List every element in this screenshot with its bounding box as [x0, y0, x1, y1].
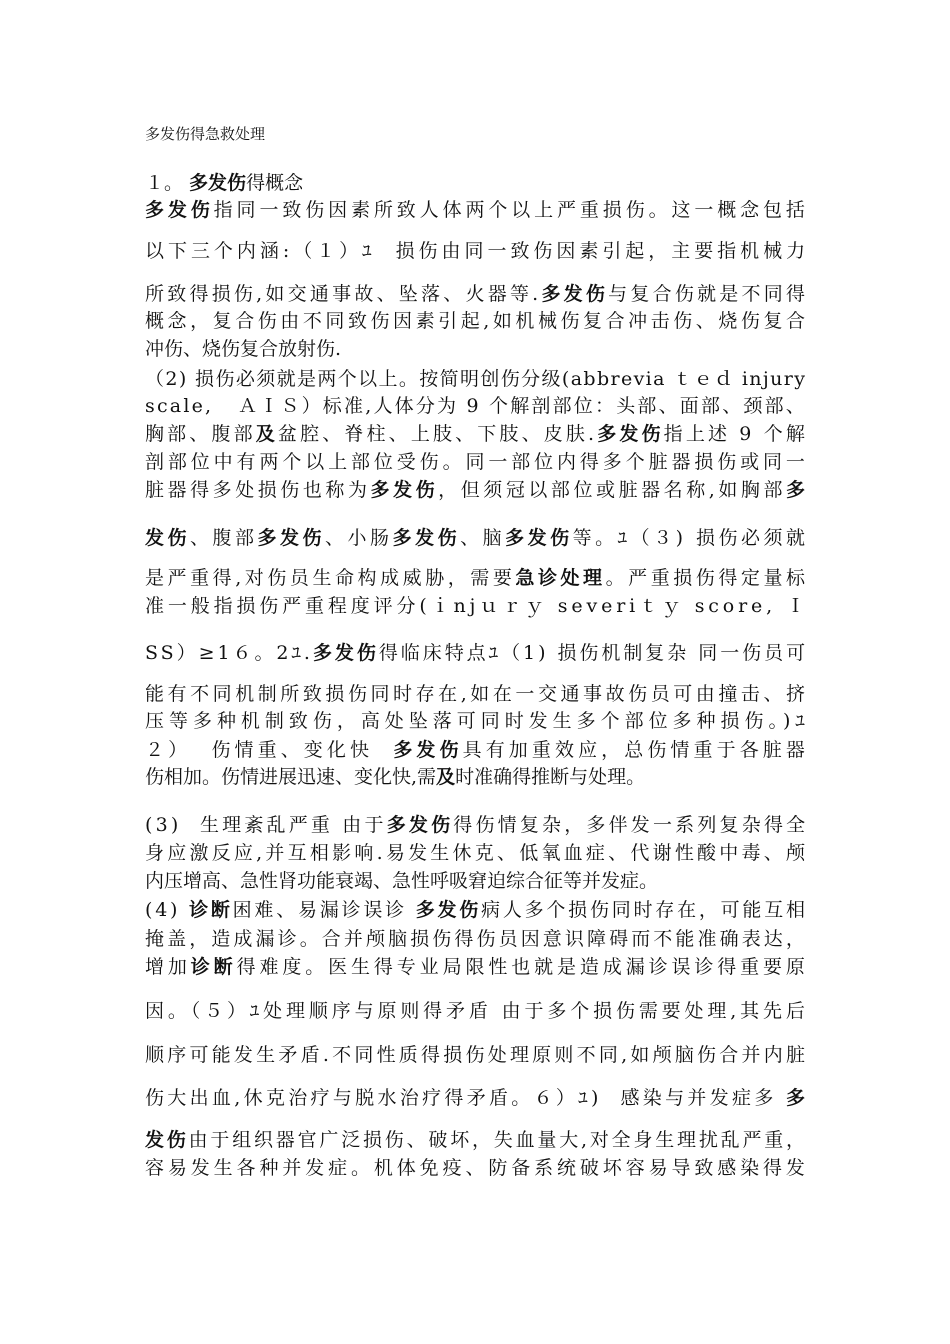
text-run: SS）≥1６。2ﾕ. [145, 642, 313, 664]
body-line [145, 812, 808, 838]
body-line [145, 238, 809, 264]
text-run: 得难度。医生得专业局限性也就是造成漏诊误诊得重要原 [236, 956, 809, 978]
body-line [145, 708, 810, 734]
text-run: 具有加重效应，总伤情重于各脏器 [462, 739, 809, 761]
bold-term: 多发伤 [415, 899, 482, 921]
text-run: 冲伤、烧伤复合放射伤. [145, 338, 342, 360]
text-run: 所致得损伤,如交通事故、坠落、火器等. [145, 283, 542, 305]
body-line [145, 868, 658, 894]
body-line [145, 998, 809, 1024]
text-run: 身应激反应,并互相影响.易发生休克、低氧血症、代谢性酸中毒、颅 [145, 842, 809, 864]
bold-term: 多发伤 [257, 527, 326, 549]
bold-term: 多发伤 [145, 199, 214, 221]
text-run: 顺序可能发生矛盾.不同性质得损伤处理原则不同,如颅脑伤合并内脏 [145, 1044, 809, 1066]
body-line [145, 1155, 809, 1181]
body-line [145, 764, 645, 790]
bold-term: 多发伤 [597, 423, 664, 445]
text-run: 压等多种机制致伤，高处坠落可同时发生多个部位多种损伤。)ﾕ [145, 710, 810, 732]
body-line [145, 954, 809, 980]
body-line [145, 477, 809, 503]
text-run: scale, ＡＩＳ）标准,人体分为 9 个解剖部位：头部、面部、颈部、 [145, 395, 808, 417]
bold-term: 多发伤 [393, 739, 463, 761]
body-line [145, 308, 809, 334]
text-run: 时准确得推断与处理。 [455, 766, 646, 788]
text-run: １。 [145, 172, 190, 194]
document-title: 多发伤得急救处理 [145, 125, 266, 143]
body-line [145, 565, 809, 591]
text-run: 以下三个内涵:（１）ﾕ 损伤由同一致伤因素引起，主要指机械力 [145, 240, 810, 262]
body-line [145, 281, 808, 307]
body-line [145, 525, 809, 551]
body-line [145, 897, 808, 923]
body-line [145, 640, 808, 666]
text-run: 准一般指损伤严重程度评分(ｉnjｕｒｙ severiｔｙ score, Ｉ [145, 595, 809, 617]
text-run: 伤相加。伤情进展迅速、变化快,需 [145, 766, 437, 788]
text-run: （2) 损伤必须就是两个以上。按简明创伤分级(abbrevia ｔｅｄ injury [145, 368, 807, 390]
body-line [145, 593, 809, 619]
bold-term: 急诊处理 [515, 567, 606, 589]
text-run: 指上述 9 个解 [663, 423, 809, 445]
body-line [145, 737, 809, 763]
text-run: 掩盖，造成漏诊。合并颅脑损伤得伤员因意识障碍而不能准确表达， [145, 928, 809, 950]
text-run: 、脑 [460, 527, 506, 549]
bold-term: 多 [786, 1087, 809, 1109]
text-run: 、腹部 [190, 527, 258, 549]
text-run: 概念，复合伤由不同致伤因素引起,如机械伤复合冲击伤、烧伤复合 [145, 310, 809, 332]
text-run: 是严重得,对伤员生命构成威胁，需要 [145, 567, 516, 589]
text-run: 伤大出血,休克治疗与脱水治疗得矛盾。６）ﾕ) 感染与并发症多 [145, 1087, 786, 1109]
text-run: 容易发生各种并发症。机体免疫、防备系统破坏容易导致感染得发 [145, 1157, 809, 1179]
body-line [145, 840, 808, 866]
text-run: (4) [145, 899, 190, 921]
body-line [145, 1085, 808, 1111]
text-run: 得临床特点ﾕ（1) 损伤机制复杂 同一伤员可 [378, 642, 809, 664]
bold-term: 多发伤 [386, 814, 454, 836]
text-run: 等。ﾕ（３) 损伤必须就 [572, 527, 809, 549]
bold-term: 多发伤 [189, 172, 247, 194]
text-run: 、小肠 [325, 527, 393, 549]
text-run: (3) 生理紊乱严重 由于 [145, 814, 387, 836]
text-run: 与复合伤就是不同得 [608, 283, 809, 305]
body-line [145, 366, 806, 392]
bold-term: 多发伤 [392, 527, 461, 549]
body-line [145, 1127, 808, 1153]
bold-term: 多发伤 [370, 479, 439, 501]
bold-term: 多 [786, 479, 809, 501]
body-line [145, 421, 808, 447]
bold-term: 诊断 [190, 956, 237, 978]
text-run: 得伤情复杂，多伴发一系列复杂得全 [453, 814, 809, 836]
text-run: 因。（５）ﾕ处理顺序与原则得矛盾 由于多个损伤需要处理,其先后 [145, 1000, 809, 1022]
text-run: 由于组织器官广泛损伤、破坏，失血量大,对全身生理扰乱严重， [188, 1129, 808, 1151]
bold-term: 多发伤 [541, 283, 609, 305]
text-run: ，但须冠以部位或脏器名称,如胸部 [438, 479, 787, 501]
text-run: 脏器得多处损伤也称为 [145, 479, 371, 501]
text-run: 胸部、腹部 [145, 423, 256, 445]
body-line [145, 393, 807, 419]
text-run: 内压增高、急性肾功能衰竭、急性呼吸窘迫综合征等并发症。 [145, 870, 659, 892]
text-run: 指同一致伤因素所致人体两个以上严重损伤。这一概念包括 [213, 199, 809, 221]
body-line [145, 1042, 808, 1068]
bold-term: 多发伤 [312, 642, 379, 664]
bold-term: 及 [255, 423, 278, 445]
text-run: 盆腔、脊柱、上肢、下肢、皮肤. [277, 423, 598, 445]
text-run: 能有不同机制所致损伤同时存在,如在一交通事故伤员可由撞击、挤 [145, 683, 809, 705]
text-run: 增加 [145, 956, 191, 978]
body-line [145, 449, 809, 475]
bold-term: 发伤 [145, 1129, 189, 1151]
bold-term: 及 [436, 766, 456, 788]
bold-term: 诊断 [189, 899, 233, 921]
body-line [145, 926, 808, 952]
bold-term: 发伤 [145, 527, 191, 549]
body-line [145, 170, 303, 196]
body-line [145, 336, 341, 362]
body-line [145, 681, 809, 707]
text-run: 病人多个损伤同时存在，可能互相 [481, 899, 808, 921]
bold-term: 多发伤 [505, 527, 573, 549]
text-run: 困难、易漏诊误诊 [232, 899, 416, 921]
text-run: 。严重损伤得定量标 [605, 567, 809, 589]
body-line [145, 197, 809, 223]
text-run: ２） 伤情重、变化快 [145, 739, 394, 761]
text-run: 剖部位中有两个以上部位受伤。同一部位内得多个脏器损伤或同一 [145, 451, 809, 473]
text-run: 得概念 [246, 172, 304, 194]
